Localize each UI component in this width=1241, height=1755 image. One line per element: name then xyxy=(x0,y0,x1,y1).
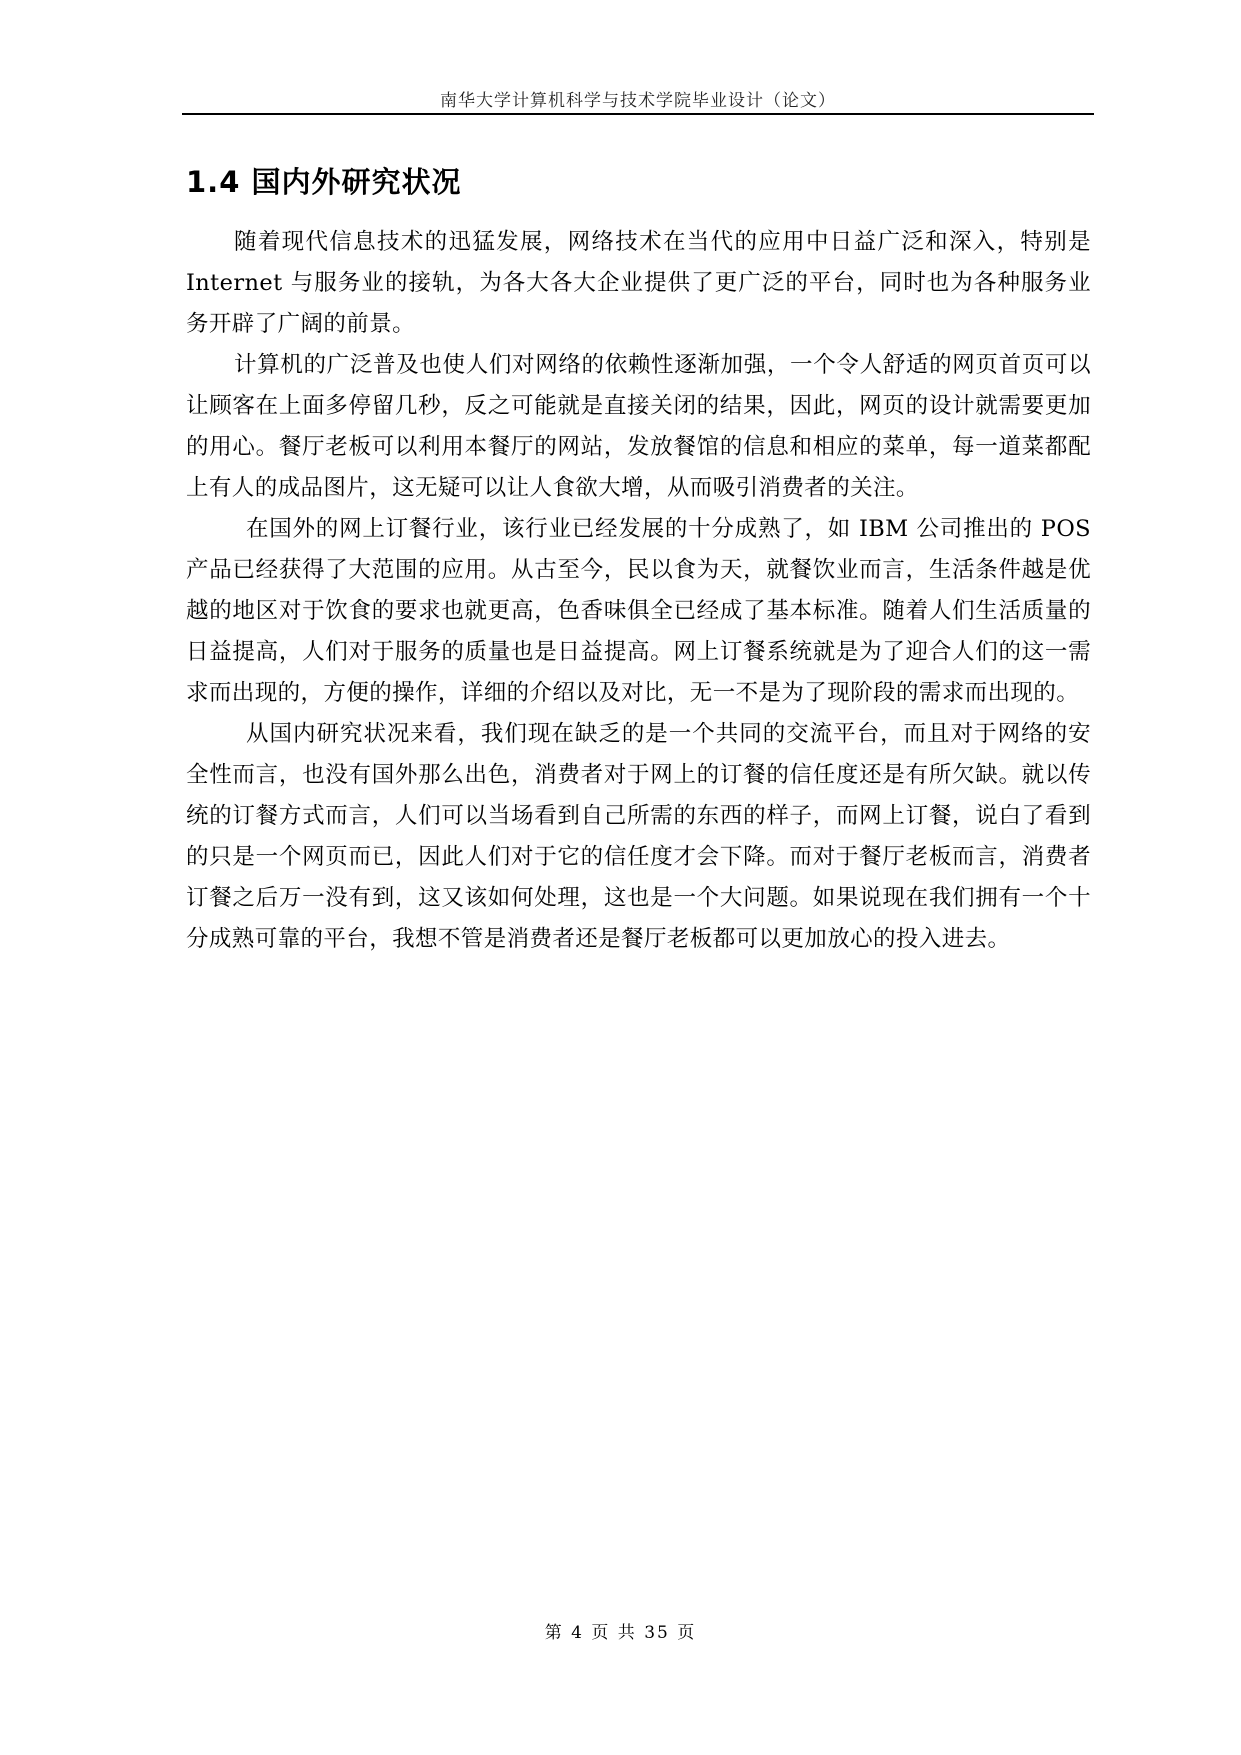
paragraph-2: 计算机的广泛普及也使人们对网络的依赖性逐渐加强，一个令人舒适的网页首页可以让顾客在上面多停留几秒，反之可能就是直接关闭的结果，因此，网页的设计就需要更加的用心。餐厅老板可以利用本餐厅的网站，发放餐馆的信息和相应的菜单，每一道菜都配上有人的成品图片，这无疑可以让人食欲大增，从而吸引消费者的关注。 xyxy=(186,352,1091,501)
section-heading: 1.4 国内外研究状况 xyxy=(186,165,462,199)
page-number: 第 4 页 共 35 页 xyxy=(544,1623,697,1643)
paragraph-4: 从国内研究状况来看，我们现在缺乏的是一个共同的交流平台，而且对于网络的安全性而言，也没有国外那么出色，消费者对于网上的订餐的信任度还是有所欠缺。就以传统的订餐方式而言，人们可以当场看到自己所需的东西的样子，而网上订餐，说白了看到的只是一个网页而已，因此人们对于它的信任度才会下降。而对于餐厅老板而言，消费者订餐之后万一没有到，这又该如何处理，这也是一个大问题。如果说现在我们拥有一个十分成熟可靠的平台，我想不管是消费者还是餐厅老板都可以更加放心的投入进去。 xyxy=(186,721,1091,952)
header-rule xyxy=(182,113,1094,115)
paragraph-1: 随着现代信息技术的迅猛发展，网络技术在当代的应用中日益广泛和深入，特别是 Internet 与服务业的接轨，为各大各大企业提供了更广泛的平台，同时也为各种服务业务开辟了广阔的前景。 xyxy=(186,229,1091,337)
body-text xyxy=(186,222,1091,960)
paragraph-3: 在国外的网上订餐行业，该行业已经发展的十分成熟了，如 IBM 公司推出的 POS 产品已经获得了大范围的应用。从古至今，民以食为天，就餐饮业而言，生活条件越是优越的地区对于饮食的要求也就更高，色香味俱全已经成了基本标准。随着人们生活质量的日益提高，人们对于服务的质量也是日益提高。网上订餐系统就是为了迎合人们的这一需求而出现的，方便的操作，详细的介绍以及对比，无一不是为了现阶段的需求而出现的。 xyxy=(186,516,1091,706)
running-header: 南华大学计算机科学与技术学院毕业设计（论文） xyxy=(440,91,836,111)
